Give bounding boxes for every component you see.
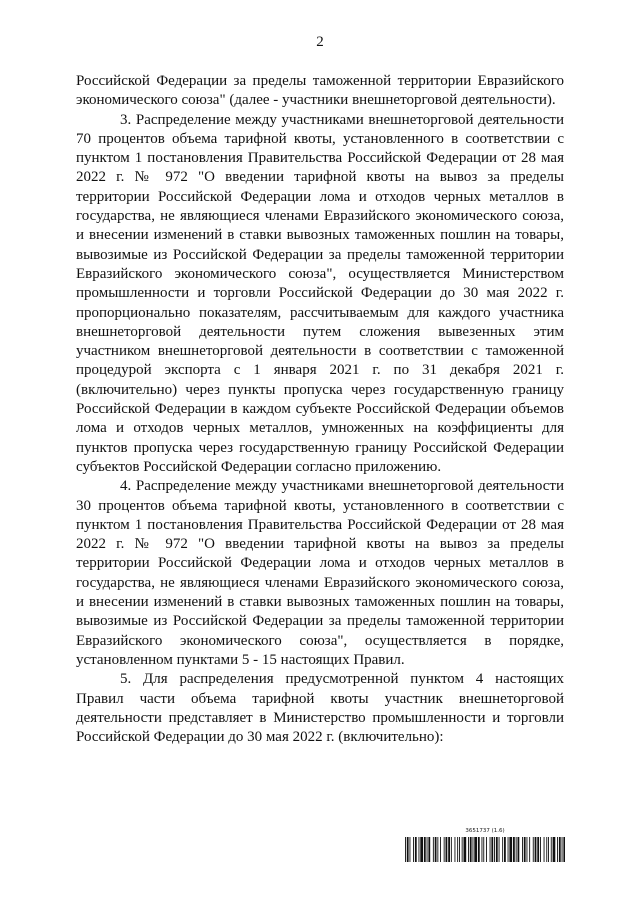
barcode-bar [410,837,411,862]
barcode-bar [437,837,438,862]
paragraph-continuation: Российской Федерации за пределы таможенной территории Евразийского экономического союза" (далее - участники внешнеторговой деятельности). [76,73,564,109]
barcode-bar [433,837,434,862]
barcode-bar [435,837,437,862]
barcode-bar [553,837,556,862]
paragraph-4: 4. Распределение между участниками внешнеторговой деятельности 30 процентов объема тарифной квоты, установленного в соответствии с пунктом 1 постановления Правительства Российской Федерации от 28 мая 2022 г. № 972 "О введении тарифной квоты на вывоз за пределы территории Российской Федерации лома и отходов черных металлов в государства, не являющиеся членами Евразийского экономического союза, и внесении изменений в ставки вывозных таможенных пошлин на товары, вывозимые из Российской Федерации за пределы таможенной территории Евразийского экономического союза", осуществляется в порядке, установленном пунктами 5 - 15 настоящих Правил. [76,478,564,668]
barcode-bar [529,837,530,862]
barcode-code: 3651737 (1.6) [465,828,505,834]
barcode-bar [557,837,558,862]
barcode-bar [468,837,469,862]
barcode-bar [502,837,503,862]
barcode-bar [486,837,487,862]
barcode-bar [440,837,441,862]
barcode-bar [405,837,406,862]
barcode-bar [513,837,515,862]
paragraph-5: 5. Для распределения предусмотренной пунктом 4 настоящих Правил части объема тарифной квоты участник внешнеторговой деятельности представляет в Министерство промышленности и торговли Российской Федерации до 30 мая 2022 г. (включительно): [76,671,564,746]
barcode-bar [496,837,498,862]
barcode-image [405,837,565,862]
barcode-bar [413,837,414,862]
barcode-bar [428,837,430,862]
document-body [76,72,564,747]
barcode-bar [562,837,563,862]
barcode-bar [537,837,539,862]
barcode-bar [415,837,417,862]
barcode-bar [559,837,561,862]
barcode-bar [518,837,520,862]
barcode-bar [407,837,409,862]
barcode-bar [546,837,547,862]
barcode-bar [455,837,456,862]
barcode-bar [551,837,552,862]
barcode-bar [508,837,509,862]
barcode-bar [478,837,480,862]
barcode-bar [490,837,491,862]
barcode-bar [504,837,506,862]
barcode-bar [509,837,512,862]
barcode-bar [448,837,450,862]
barcode-bar [483,837,484,862]
barcode-bar [491,837,493,862]
barcode-bar [533,837,534,862]
barcode-bar [524,837,526,862]
barcode-bar [451,837,452,862]
barcode-bar [474,837,477,862]
barcode-bar [544,837,545,862]
barcode-bar [527,837,528,862]
barcode-bar [494,837,495,862]
barcode-bar [540,837,541,862]
barcode-bar [457,837,458,862]
barcode-bar [473,837,474,862]
barcode-bar [427,837,428,862]
page-number: 2 [316,34,324,50]
barcode-bar [464,837,467,862]
barcode-bar [470,837,472,862]
barcode-bar [499,837,500,862]
barcode-bar [516,837,517,862]
document-barcode [405,828,565,868]
barcode-bar [522,837,523,862]
barcode-bar [444,837,445,862]
barcode-bar [535,837,537,862]
barcode-bar [419,837,420,862]
barcode-bar [420,837,423,862]
paragraph-3: 3. Распределение между участниками внешнеторговой деятельности 70 процентов объема тарифной квоты, установленного в соответствии с пунктом 1 постановления Правительства Российской Федерации от 28 мая 2022 г. № 972 "О введении тарифной квоты на вывоз за пределы территории Российской Федерации лома и отходов черных металлов в государства, не являющиеся членами Евразийского экономического союза, и внесении изменений в ставки вывозных таможенных пошлин на товары, вывозимые из Российской Федерации за пределы таможенной территории Евразийского экономического союза", осуществляется Министерством промышленности и торговли Российской Федерации до 30 мая 2022 г. пропорционально показателям, рассчитываемым для каждого участника внешнеторговой деятельности путем сложения вывезенных этим участником внешнеторговой деятельности в соответствии с таможенной процедурой экспорта с 1 января 2021 г. по 31 декабря 2021 г. (включительно) через пункты пропуска через государственную границу Российской Федерации в каждом субъекте Российской Федерации объемов лома и отходов черных металлов, умноженных на коэффициенты для пунктов пропуска через государственную границу Российской Федерации субъектов Российской Федерации согласно приложению. [76,111,564,475]
barcode-bar [563,837,565,862]
barcode-bar [548,837,549,862]
barcode-bar [446,837,448,862]
barcode-bar [424,837,426,862]
barcode-bar [482,837,483,862]
barcode-bar [462,837,463,862]
barcode-bar [459,837,460,862]
